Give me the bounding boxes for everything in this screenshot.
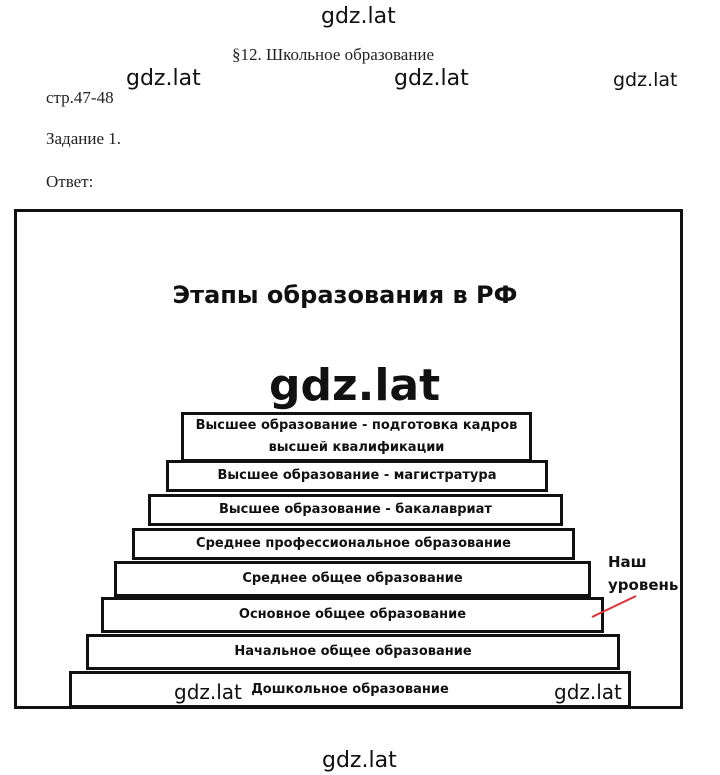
watermark-diagram-right: gdz.lat xyxy=(554,680,622,704)
step-basic-general: Основное общее образование xyxy=(101,597,604,633)
pages-label: стр.47-48 xyxy=(46,88,114,107)
step-higher-masters: Высшее образование - магистратура xyxy=(166,460,548,492)
step-higher-qualification: Высшее образование - подготовка кадров высшей квалификации xyxy=(181,412,532,462)
section-title: §12. Школьное образование xyxy=(232,45,435,64)
our-level-note: Наш уровень xyxy=(608,553,679,594)
watermark-left: gdz.lat xyxy=(126,66,201,91)
answer-label: Ответ: xyxy=(46,172,94,191)
step-primary-general: Начальное общее образование xyxy=(86,634,620,670)
step-preschool: Дошкольное образование xyxy=(69,671,631,708)
step-secondary-general: Среднее общее образование xyxy=(114,561,591,597)
watermark-right: gdz.lat xyxy=(613,69,678,91)
task-label: Задание 1. xyxy=(46,129,121,148)
diagram-title: Этапы образования в РФ xyxy=(172,281,518,309)
step-higher-bachelors: Высшее образование - бакалавриат xyxy=(148,494,563,526)
watermark-center: gdz.lat xyxy=(394,66,469,91)
watermark-bottom: gdz.lat xyxy=(322,748,397,773)
step-vocational: Среднее профессиональное образование xyxy=(132,528,575,560)
watermark-top: gdz.lat xyxy=(321,4,396,29)
watermark-diagram: gdz.lat xyxy=(269,360,441,411)
watermark-diagram-left: gdz.lat xyxy=(174,680,242,704)
